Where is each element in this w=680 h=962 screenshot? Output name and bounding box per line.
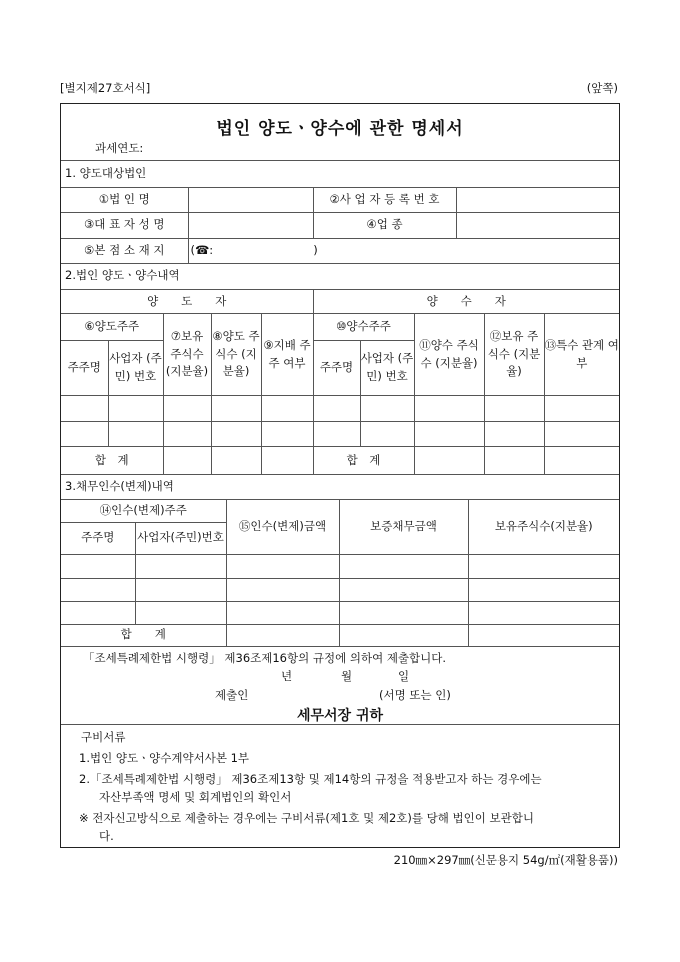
col12-header: ⑫보유 주식수 (지분율) bbox=[484, 314, 544, 396]
cell[interactable] bbox=[163, 447, 211, 475]
total-label: 합 계 bbox=[61, 447, 163, 475]
cell[interactable] bbox=[261, 396, 313, 422]
document-item-2-cont: 자산부족액 명세 및 회계법인의 확인서 bbox=[99, 789, 292, 804]
paper-spec: 210㎜×297㎜(신문용지 54g/㎡(재활용품)) bbox=[393, 853, 618, 867]
section2-table bbox=[61, 264, 619, 476]
total-label: 합 계 bbox=[313, 447, 414, 475]
documents-heading: 구비서류 bbox=[81, 729, 126, 744]
phone-suffix: ) bbox=[313, 242, 318, 257]
cell[interactable] bbox=[61, 554, 135, 578]
cell[interactable] bbox=[226, 601, 339, 624]
cell[interactable] bbox=[484, 422, 544, 447]
cell[interactable] bbox=[108, 396, 163, 422]
cell[interactable] bbox=[313, 422, 360, 447]
table-row bbox=[61, 601, 619, 624]
cell[interactable] bbox=[226, 624, 339, 646]
biz-no-header: 사업자 (주민) 번호 bbox=[108, 341, 163, 396]
industry-field[interactable] bbox=[456, 212, 619, 238]
corp-name-field[interactable] bbox=[188, 187, 313, 212]
declaration bbox=[61, 647, 619, 725]
cell[interactable] bbox=[211, 447, 261, 475]
cell[interactable] bbox=[135, 554, 226, 578]
cell[interactable] bbox=[135, 578, 226, 601]
form-number: [별지제27호서식] bbox=[60, 81, 151, 95]
holder-name-header: 주주명 bbox=[61, 522, 135, 554]
hq-location-field[interactable] bbox=[188, 238, 619, 263]
col11-header: ⑪양수 주식수 (지분율) bbox=[414, 314, 484, 396]
cell[interactable] bbox=[339, 601, 468, 624]
col7-header: ⑦보유 주식수 (지분율) bbox=[163, 314, 211, 396]
cell[interactable] bbox=[484, 447, 544, 475]
hq-location-label: ⑤본 점 소 재 지 bbox=[61, 238, 188, 263]
submitter-label: 제출인 bbox=[215, 687, 249, 702]
cell[interactable] bbox=[544, 447, 619, 475]
cell[interactable] bbox=[261, 422, 313, 447]
biz-reg-field[interactable] bbox=[456, 187, 619, 212]
section1-table bbox=[61, 161, 619, 264]
cell[interactable] bbox=[544, 422, 619, 447]
biz-no-header: 사업자 (주민) 번호 bbox=[360, 341, 414, 396]
year-label: 년 bbox=[281, 668, 293, 683]
cell[interactable] bbox=[135, 601, 226, 624]
document-note: ※ 전자신고방식으로 제출하는 경우에는 구비서류(제1호 및 제2호)를 당해 법인이 보관합니 bbox=[79, 810, 534, 825]
phone-icon: (☎: bbox=[190, 242, 214, 257]
cell[interactable] bbox=[211, 396, 261, 422]
form bbox=[60, 103, 620, 848]
cell[interactable] bbox=[61, 422, 108, 447]
document-item-1: 1.법인 양도ㆍ양수계약서사본 1부 bbox=[79, 750, 250, 765]
day-label: 일 bbox=[398, 668, 410, 683]
section1-heading: 1. 양도대상법인 bbox=[61, 161, 619, 187]
cell[interactable] bbox=[226, 554, 339, 578]
section3-heading: 3.채무인수(변제)내역 bbox=[61, 475, 619, 499]
cell[interactable] bbox=[61, 601, 135, 624]
cell[interactable] bbox=[61, 396, 108, 422]
cell[interactable] bbox=[414, 396, 484, 422]
cell[interactable] bbox=[226, 578, 339, 601]
sign-label: (서명 또는 인) bbox=[379, 687, 451, 702]
col9-header: ⑨지배 주주 여부 bbox=[261, 314, 313, 396]
col6-header: ⑥양도주주 bbox=[61, 314, 163, 341]
cell[interactable] bbox=[339, 554, 468, 578]
corp-name-label: ①법 인 명 bbox=[61, 187, 188, 212]
addressee: 세무서장 귀하 bbox=[296, 707, 384, 724]
biz-no-header: 사업자(주민)번호 bbox=[135, 522, 226, 554]
holder-name-header: 주주명 bbox=[313, 341, 360, 396]
section2-heading: 2.법인 양도ㆍ양수내역 bbox=[61, 264, 619, 290]
month-label: 월 bbox=[341, 668, 353, 683]
cell[interactable] bbox=[468, 624, 619, 646]
cell[interactable] bbox=[339, 578, 468, 601]
document-note-cont: 다. bbox=[99, 828, 114, 843]
col8-header: ⑧양도 주식수 (지분율) bbox=[211, 314, 261, 396]
rep-name-field[interactable] bbox=[188, 212, 313, 238]
transferee-header: 양 수 자 bbox=[313, 290, 619, 314]
holder-name-header: 주주명 bbox=[61, 341, 108, 396]
cell[interactable] bbox=[484, 396, 544, 422]
industry-label: ④업 종 bbox=[313, 212, 456, 238]
cell[interactable] bbox=[414, 447, 484, 475]
cell[interactable] bbox=[414, 422, 484, 447]
cell[interactable] bbox=[339, 624, 468, 646]
cell[interactable] bbox=[61, 578, 135, 601]
section3-table bbox=[61, 475, 619, 647]
total-row bbox=[61, 447, 619, 475]
cell[interactable] bbox=[108, 422, 163, 447]
page-side: (앞쪽) bbox=[586, 81, 618, 95]
total-row bbox=[61, 624, 619, 646]
table-row bbox=[61, 396, 619, 422]
guarantee-header: 보증채무금액 bbox=[339, 499, 468, 554]
total-label: 합 계 bbox=[61, 624, 226, 646]
cell[interactable] bbox=[211, 422, 261, 447]
col10-header: ⑩양수주주 bbox=[313, 314, 414, 341]
required-documents bbox=[61, 725, 619, 847]
tax-year-label: 과세연도: bbox=[95, 141, 144, 155]
shares-header: 보유주식수(지분율) bbox=[468, 499, 619, 554]
cell[interactable] bbox=[163, 422, 211, 447]
cell[interactable] bbox=[468, 578, 619, 601]
cell[interactable] bbox=[163, 396, 211, 422]
cell[interactable] bbox=[360, 396, 414, 422]
cell[interactable] bbox=[313, 396, 360, 422]
table-row bbox=[61, 554, 619, 578]
page-title: 법인 양도ㆍ양수에 관한 명세서 bbox=[216, 119, 464, 139]
rep-name-label: ③대 표 자 성 명 bbox=[61, 212, 188, 238]
cell[interactable] bbox=[261, 447, 313, 475]
cell[interactable] bbox=[360, 422, 414, 447]
table-row bbox=[61, 422, 619, 447]
document-item-2: 2.「조세특례제한법 시행령」 제36조제13항 및 제14항의 규정을 적용받고자 하는 경우에는 bbox=[79, 771, 542, 786]
transferor-header: 양 도 자 bbox=[61, 290, 313, 314]
col13-header: ⑬특수 관계 여부 bbox=[544, 314, 619, 396]
col14-header: ⑭인수(변제)주주 bbox=[61, 499, 226, 522]
col15-header: ⑮인수(변제)금액 bbox=[226, 499, 339, 554]
cell[interactable] bbox=[468, 601, 619, 624]
cell[interactable] bbox=[468, 554, 619, 578]
declaration-text: 「조세특례제한법 시행령」 제36조제16항의 규정에 의하여 제출합니다. bbox=[83, 650, 447, 665]
table-row bbox=[61, 578, 619, 601]
biz-reg-label: ②사 업 자 등 록 번 호 bbox=[313, 187, 456, 212]
cell[interactable] bbox=[544, 396, 619, 422]
